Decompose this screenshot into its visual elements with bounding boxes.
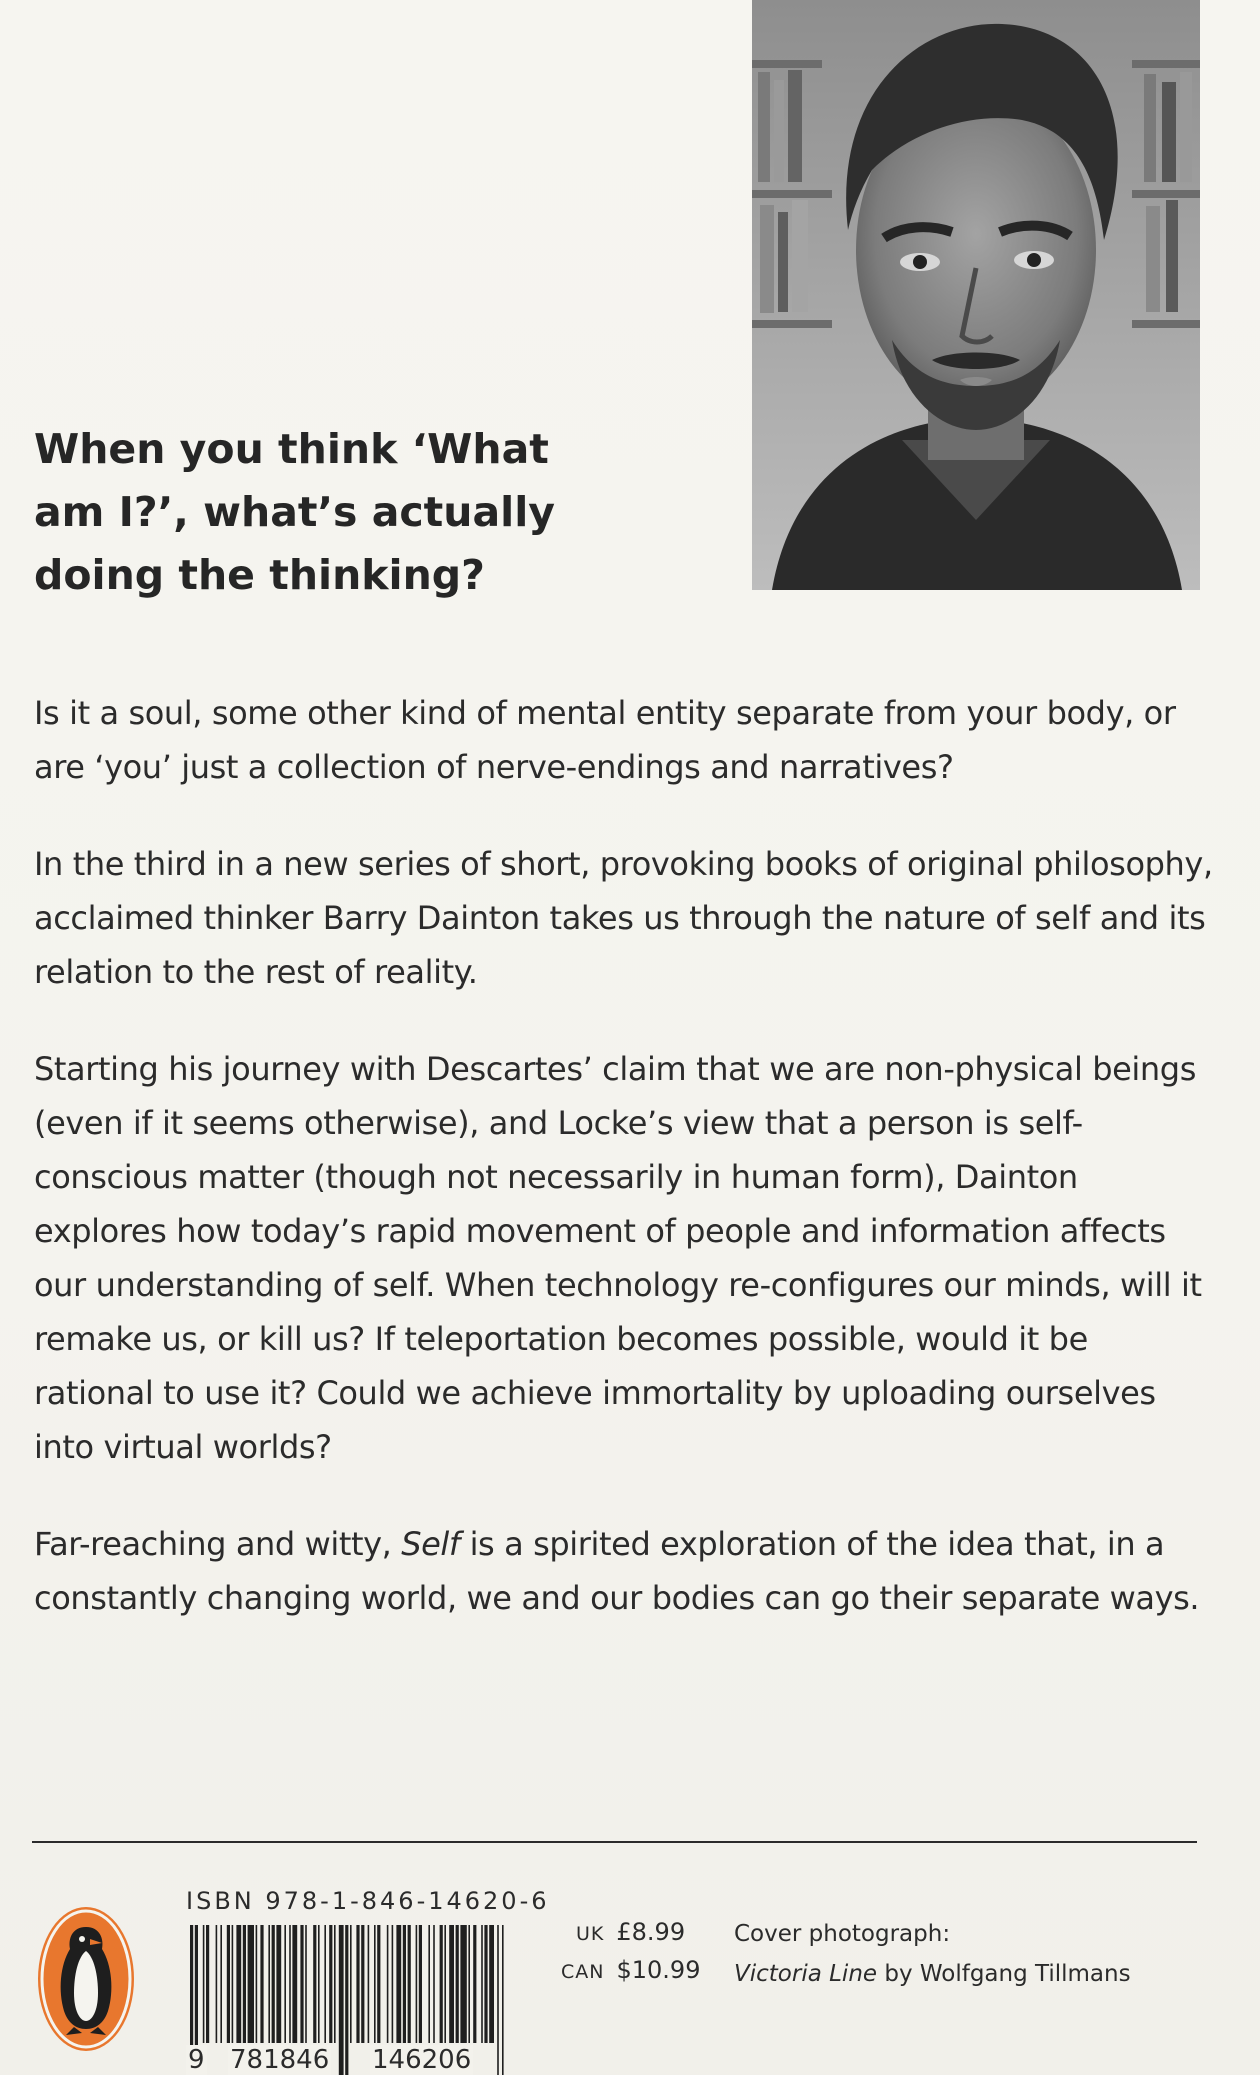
barcode-bar (345, 1925, 348, 2075)
barcode-bar (460, 1925, 466, 2043)
barcode-bar (248, 1925, 254, 2043)
barcode-lead-digit: 9 (188, 2045, 205, 2075)
headline-line-3: doing the thinking? (34, 551, 485, 599)
barcode-bar (468, 1925, 470, 2043)
barcode-bar (387, 1925, 389, 2043)
barcode-bar (216, 1925, 218, 2043)
barcode-bar (481, 1925, 483, 2043)
price-can-code: CAN (561, 1961, 605, 1983)
barcode-bar (456, 1925, 459, 2043)
barcode-bar (396, 1925, 401, 2043)
barcode-bar (227, 1925, 230, 2043)
barcode-bar (449, 1925, 454, 2043)
headline-line-1: When you think ‘What (34, 425, 549, 473)
price-uk-value: £8.99 (616, 1918, 686, 1946)
barcode-bar (361, 1925, 364, 2043)
penguin-logo-icon (36, 1905, 136, 2053)
price-can-value: $10.99 (616, 1956, 701, 1984)
barcode-bar (419, 1925, 422, 2043)
blurb-p4-rest: is a spirited exploration of the idea that, in a constantly changing world, we and our bodies can go their separate ways. (34, 1525, 1200, 1617)
headline (34, 418, 594, 607)
barcode-bar (473, 1925, 476, 2043)
author-photo (752, 0, 1200, 590)
barcode-bar (392, 1925, 394, 2043)
barcode-bar (489, 1925, 494, 2043)
price-uk (576, 1918, 685, 1946)
barcode-bar (232, 1925, 234, 2043)
book-title: Self (401, 1525, 460, 1563)
barcode-bar (256, 1925, 258, 2043)
blurb-paragraph-2: In the third in a new series of short, provoking books of original philosophy, acclaimed thinker Barry Dainton takes us through the nature of self and its relation to the rest of reality. (34, 845, 1213, 991)
barcode-bar (374, 1925, 376, 2043)
barcode-bar (243, 1925, 246, 2043)
barcode-bar (292, 1925, 297, 2043)
cover-artist: by Wolfgang Tillmans (877, 1961, 1131, 1987)
barcode-bar (408, 1925, 411, 2043)
barcode-bar (289, 1925, 291, 2043)
barcode-bar (433, 1925, 435, 2043)
barcode-bar (313, 1925, 316, 2043)
barcode-bar (416, 1925, 418, 2043)
barcode-bar (318, 1925, 320, 2043)
blurb-paragraph-4 (34, 1517, 1214, 1625)
blurb-p4-intro: Far-reaching and witty, (34, 1525, 402, 1563)
barcode-bar (276, 1925, 281, 2043)
blurb (34, 686, 1214, 1668)
divider (32, 1841, 1197, 1843)
barcode-bar (203, 1925, 205, 2043)
barcode-digits-right: 146206 (372, 2045, 472, 2075)
barcode-bar (440, 1925, 443, 2043)
blurb-paragraph-1: Is it a soul, some other kind of mental entity separate from your body, or are ‘you’ just a collection of nerve-endings and narratives? (34, 694, 1176, 786)
barcode-bar (428, 1925, 430, 2043)
barcode-bar (268, 1925, 270, 2043)
barcode-bar (484, 1925, 487, 2043)
barcode-bar (497, 1925, 499, 2075)
barcode-bar (272, 1925, 275, 2043)
cover-credit (734, 1914, 1131, 1994)
barcode-bar (329, 1925, 332, 2043)
price-can (561, 1956, 700, 1984)
barcode-bar (220, 1925, 222, 2043)
barcode-bar (260, 1925, 263, 2043)
barcode-bar (356, 1925, 359, 2043)
barcode-digits-left: 781846 (230, 2045, 330, 2075)
barcode-bar (334, 1925, 336, 2043)
barcode-bar (377, 1925, 380, 2043)
barcode-bar (324, 1925, 326, 2043)
blurb-paragraph-3: Starting his journey with Descartes’ claim that we are non-physical beings (even if it seems otherwise), and Locke’s view that a person is self-conscious matter (though not necessarily in human form), Dainton explores how today’s rapid movement of people and information affects our understanding of self. When technology re-configures our minds, will it remake us, or kill us? If teleportation becomes possible, would it be rational to use it? Could we achieve immortality by uploading ourselves into virtual worlds? (34, 1050, 1202, 1466)
cover-credit-label: Cover photograph: (734, 1921, 951, 1947)
barcode-bar (339, 1925, 344, 2075)
barcode-bar (305, 1925, 307, 2043)
price-uk-code: UK (576, 1923, 605, 1945)
barcode-bar (300, 1925, 303, 2043)
barcode-bar (368, 1925, 370, 2043)
barcode-bar (236, 1925, 241, 2043)
barcode-bar (284, 1925, 286, 2043)
cover-credit-line (734, 1954, 1131, 1994)
barcode-bar (444, 1925, 446, 2043)
barcode-bar (403, 1925, 406, 2043)
barcode-bar (350, 1925, 352, 2043)
isbn-label: ISBN 978-1-846-14620-6 (186, 1887, 550, 1915)
cover-artwork-title: Victoria Line (734, 1961, 878, 1987)
barcode-bar (206, 1925, 209, 2043)
barcode-bar (502, 1925, 504, 2075)
headline-line-2: am I?’, what’s actually (34, 488, 555, 536)
